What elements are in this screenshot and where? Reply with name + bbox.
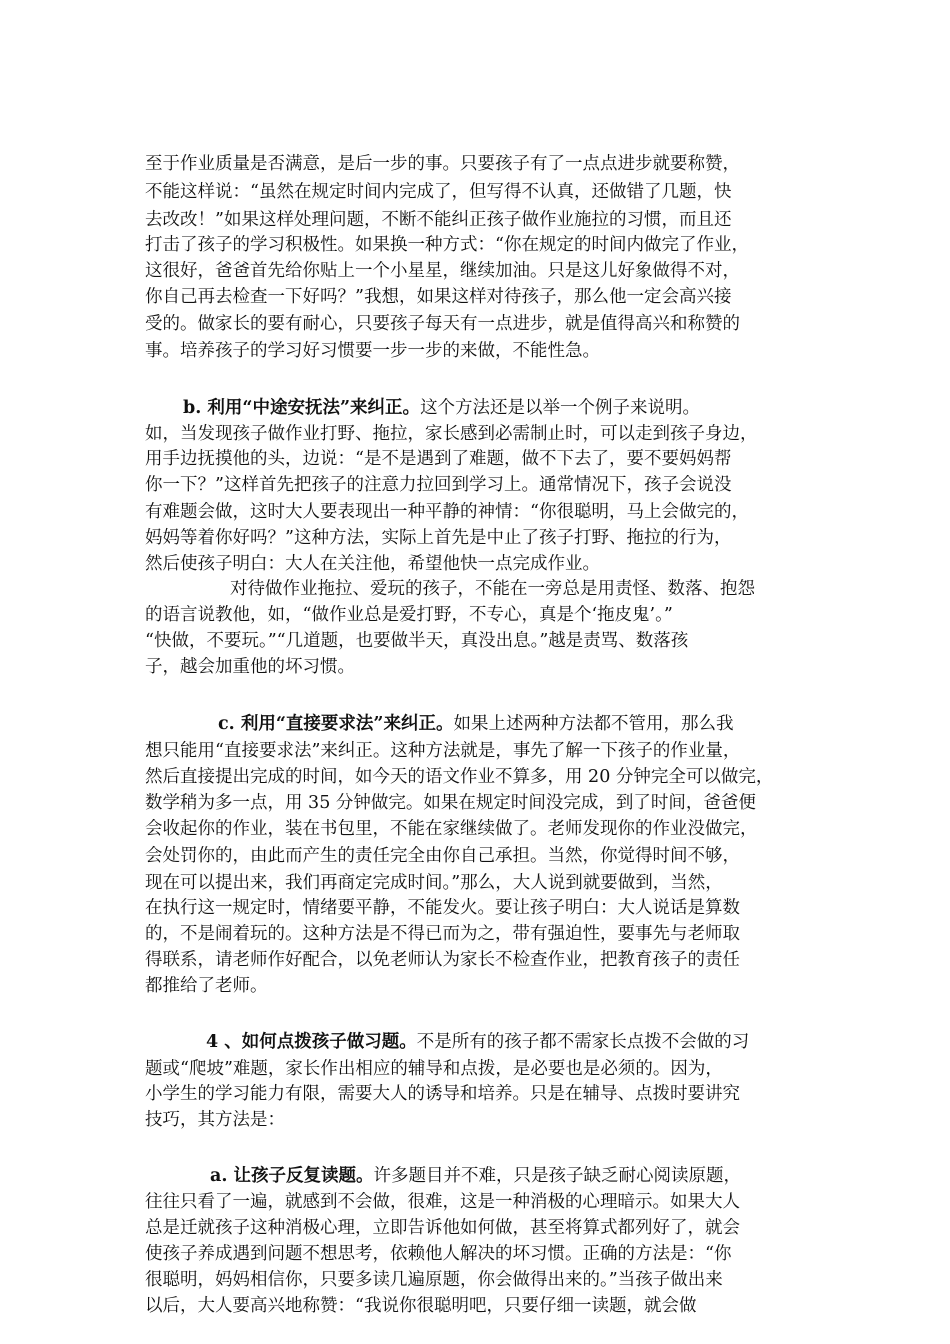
text-line: 的语言说教他，如，“做作业总是爱打野，不专心，真是个‘拖皮鬼’。” — [145, 605, 673, 625]
text-line: 数学稍为多一点，用 35 分钟做完。如果在规定时间没完成，到了时间，爸爸便 — [145, 793, 756, 813]
text-line: 以后，大人要高兴地称赞：“我说你很聪明吧，只要仔细一读题，就会做 — [145, 1296, 697, 1316]
text-line: “快做，不要玩。”“几道题，也要做半天，真没出息。”越是责骂、数落孩 — [145, 631, 689, 651]
text-line: 总是迁就孩子这种消极心理，立即告诉他如何做，甚至将算式都列好了，就会 — [145, 1218, 740, 1238]
text-line: 打击了孩子的学习积极性。如果换一种方式：“你在规定的时间内做完了作业， — [145, 235, 749, 255]
text-line: 小学生的学习能力有限，需要大人的诱导和培养。只是在辅导、点拨时要讲究 — [145, 1084, 740, 1104]
text-line: 然后直接提出完成的时间，如今天的语文作业不算多，用 20 分钟完全可以做完， — [145, 767, 774, 787]
text-line: 很聪明，妈妈相信你，只要多读几遍原题，你会做得出来的。”当孩子做出来 — [145, 1270, 723, 1290]
text-run: 如果上述两种方法都不管用，那么我 — [453, 714, 734, 734]
text-line: 会处罚你的，由此而产生的责任完全由你自己承担。当然，你觉得时间不够， — [145, 846, 740, 866]
text-line: 妈妈等着你好吗？”这种方法，实际上首先是中止了孩子打野、拖拉的行为， — [145, 528, 732, 548]
text-line: 如，当发现孩子做作业打野、拖拉，家长感到必需制止时，可以走到孩子身边， — [145, 424, 758, 444]
text-line: 对待做作业拖拉、爱玩的孩子，不能在一旁总是用责怪、数落、抱怨 — [230, 579, 755, 599]
text-run: 这个方法还是以举一个例子来说明。 — [420, 398, 701, 418]
text-line: 你一下？”这样首先把孩子的注意力拉回到学习上。通常情况下，孩子会说没 — [145, 475, 732, 495]
section-heading: 4 、如何点拨孩子做习题。 — [206, 1032, 417, 1052]
text-line: 子，越会加重他的坏习惯。 — [145, 657, 355, 677]
text-line: 至于作业质量是否满意，是后一步的事。只要孩子有了一点点进步就要称赞， — [145, 154, 740, 174]
text-line: 然后使孩子明白：大人在关注他，希望他快一点完成作业。 — [145, 554, 600, 574]
text-line: 现在可以提出来，我们再商定完成时间。”那么，大人说到就要做到，当然， — [145, 873, 723, 893]
section-heading: c. 利用“直接要求法”来纠正。 — [218, 714, 454, 734]
text-line: 的，不是闹着玩的。这种方法是不得已而为之，带有强迫性，要事先与老师取 — [145, 924, 740, 944]
text-line: 在执行这一规定时，情绪要平静，不能发火。要让孩子明白：大人说话是算数 — [145, 898, 740, 918]
text-line: 技巧，其方法是： — [145, 1110, 285, 1130]
text-line: 有难题会做，这时大人要表现出一种平静的神情：“你很聪明，马上会做完的， — [145, 502, 749, 522]
section-heading: a. 让孩子反复读题。 — [210, 1166, 374, 1186]
text-line — [218, 712, 733, 736]
section-heading: b. 利用“中途安抚法”来纠正。 — [183, 398, 421, 418]
text-line: 去改改！”如果这样处理问题，不断不能纠正孩子做作业施拉的习惯，而且还 — [145, 210, 732, 230]
text-line — [210, 1164, 741, 1188]
text-line: 想只能用“直接要求法”来纠正。这种方法就是，事先了解一下孩子的作业量， — [145, 741, 741, 761]
text-run: 不是所有的孩子都不需家长点拨不会做的习 — [416, 1032, 750, 1052]
text-line: 使孩子养成遇到问题不想思考，依赖他人解决的坏习惯。正确的方法是：“你 — [145, 1244, 732, 1264]
text-line: 得联系，请老师作好配合，以免老师认为家长不检查作业，把教育孩子的责任 — [145, 950, 740, 970]
text-line: 都推给了老师。 — [145, 976, 268, 996]
text-line: 题或“爬坡”难题，家长作出相应的辅导和点拨，是必要也是必须的。因为， — [145, 1059, 723, 1079]
text-line: 这很好，爸爸首先给你贴上一个小星星，继续加油。只是这儿好象做得不对， — [145, 261, 740, 281]
text-line: 受的。做家长的要有耐心，只要孩子每天有一点进步，就是值得高兴和称赞的 — [145, 314, 740, 334]
text-line — [183, 396, 700, 420]
text-line: 你自己再去检查一下好吗？”我想，如果这样对待孩子，那么他一定会高兴接 — [145, 287, 732, 307]
text-run: 许多题目并不难，只是孩子缺乏耐心阅读原题， — [373, 1166, 742, 1186]
text-line: 往往只看了一遍，就感到不会做，很难，这是一种消极的心理暗示。如果大人 — [145, 1192, 740, 1212]
text-line: 事。培养孩子的学习好习惯要一步一步的来做，不能性急。 — [145, 341, 600, 361]
text-line: 会收起你的作业，装在书包里，不能在家继续做了。老师发现你的作业没做完， — [145, 819, 758, 839]
text-line: 用手边抚摸他的头，边说：“是不是遇到了难题，做不下去了，要不要妈妈帮 — [145, 449, 732, 469]
text-line: 不能这样说：“虽然在规定时间内完成了，但写得不认真，还做错了几题，快 — [145, 182, 732, 202]
text-line — [206, 1030, 749, 1054]
